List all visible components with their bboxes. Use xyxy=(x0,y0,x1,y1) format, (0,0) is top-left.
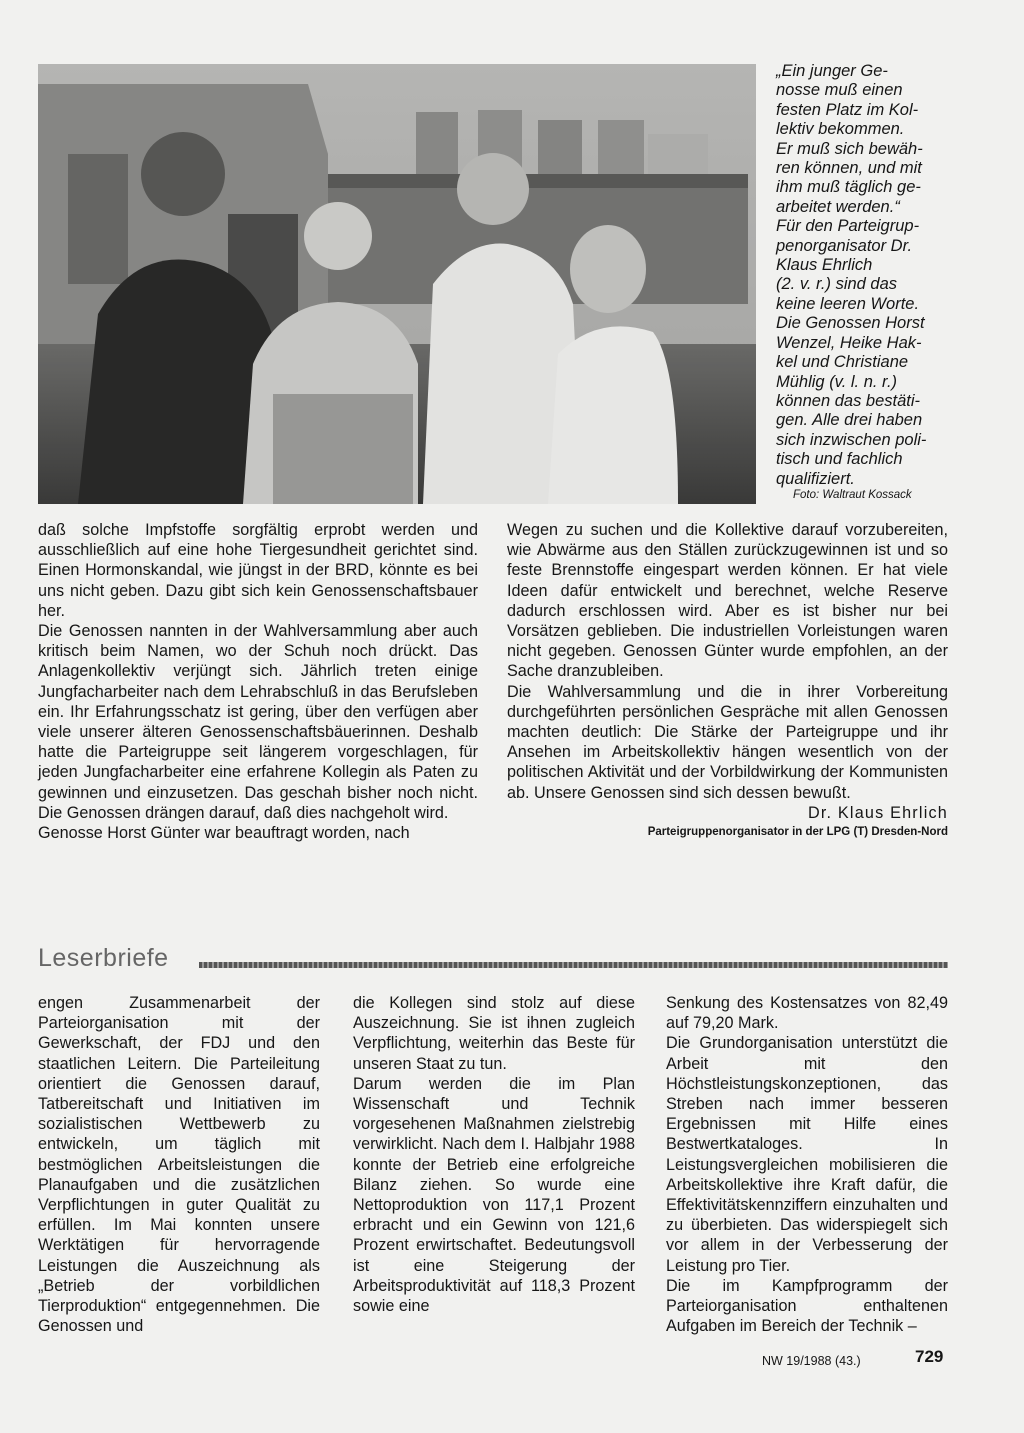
section-title: Leserbriefe xyxy=(38,944,169,972)
letters-paragraph: Die im Kampfprogramm der Parteiorganisation enthaltenen Aufgaben im Bereich der Technik – xyxy=(666,1276,948,1336)
author-role: Parteigruppenorganisator in der LPG (T) Dresden-Nord xyxy=(647,826,948,839)
author-name: Dr. Klaus Ehrlich xyxy=(807,803,948,822)
letters-paragraph: Die Grundorganisation unterstützt die Arbeit mit den Höchstleistungskonzeptionen, das Streben nach immer besseren Ergebnissen mit Hilfe eines Bestwertkataloges. In Leistungsvergleichen mobilisieren die Arbeitskollektive ihre Kraft dafür, die Effektivitätskennziffern einzuhalten und zu überbieten. Das widerspiegelt sich vor allem in der Verbesserung der Leistung pro Tier. xyxy=(666,1034,948,1275)
article-photo xyxy=(38,64,756,504)
letters-paragraph: Senkung des Kostensatzes von 82,49 auf 79,20 Mark. xyxy=(666,994,948,1033)
section-heading xyxy=(38,944,948,974)
letters-paragraph: Darum werden die im Plan Wissenschaft und Technik vorgesehenen Maßnahmen zielstrebig verwirklicht. Nach dem I. Halbjahr 1988 konnte der Betrieb eine erfolgreiche Bilanz ziehen. So wurde eine Nettoproduktion von 117,1 Prozent erbracht und ein Gewinn von 121,6 Prozent erwirtschaftet. Bedeutungsvoll ist eine Steigerung der Arbeitsproduktivität auf 118,3 Prozent sowie eine xyxy=(353,1074,635,1316)
article-column-2 xyxy=(507,520,948,841)
photo-illustration xyxy=(38,64,756,504)
article-paragraph: Wegen zu suchen und die Kollektive darauf vorzubereiten, wie Abwärme aus den Ställen zurückzugewinnen ist und so feste Brennstoffe eingespart werden können. Er hat viele Ideen dafür entwickelt und berechnet, welche Reserve dadurch erschlossen wird. Aber es ist bisher nur bei Vorsätzen geblieben. Die industriellen Vorleistungen waren nicht gegeben. Genossen Günter wurde empfohlen, an der Sache dranzubleiben. xyxy=(507,521,948,681)
article-paragraph: Genosse Horst Günter war beauftragt worden, nach xyxy=(38,824,410,843)
photo-credit: Foto: Waltraut Kossack xyxy=(793,489,912,501)
letters-paragraph: die Kollegen sind stolz auf diese Auszeichnung. Sie ist ihnen zugleich Verpflichtung, weiterhin das Beste für unseren Staat zu tun. xyxy=(353,994,635,1073)
issue-reference: NW 19/1988 (43.) xyxy=(762,1354,861,1368)
article-column-1 xyxy=(38,520,478,843)
letters-column-1: engen Zusammenarbeit der Parteiorganisation mit der Gewerkschaft, der FDJ und den staatlichen Leitern. Die Parteileitung orientiert die Genossen darauf, Tatbereitschaft und Initiativen im sozialistischen Wettbewerb zu entwickeln, um täglich mit bestmöglichen Arbeitsleistungen die Planaufgaben und die zusätzlichen Verpflichtungen in guter Qualität zu erfüllen. Im Mai konnten unsere Werktätigen für hervorragende Leistungen die Auszeichnung als „Betrieb der vorbildlichen Tierproduktion“ entgegennehmen. Die Genossen und xyxy=(38,994,320,1336)
section-rule xyxy=(199,962,948,968)
letters-column-3 xyxy=(666,993,948,1336)
article-paragraph: daß solche Impfstoffe sorgfältig erprobt werden und ausschließlich auf eine hohe Tiergesundheit gerichtet sind. Einen Hormonskandal, wie jüngst in der BRD, könnte es bei uns nicht geben. Dazu gibt sich kein Genossenschaftsbauer her. xyxy=(38,521,478,620)
letters-column-2 xyxy=(353,993,635,1316)
photo-caption: „Ein junger Ge- nosse muß einen festen Platz im Kol- lektiv bekommen. Er muß sich bewäh- ren können, und mit ihm muß täglich ge- arbeitet werden.“ Für den Parteigrup- penorganisator Dr. Klaus Ehrlich (2. v. r.) sind das keine leeren Worte. Die Genossen Horst Wenzel, Heike Hak- kel und Christiane Mühlig (v. l. n. r.) können das bestäti- gen. Alle drei haben sich inzwischen poli- tisch und fachlich qualifiziert. xyxy=(776,62,927,488)
article-paragraph: Die Genossen nannten in der Wahlversammlung aber auch kritisch beim Namen, wo der Schuh noch drückt. Das Anlagenkollektiv verjüngt sich. Jährlich treten einige Jungfacharbeiter nach dem Lehrabschluß in das Berufsleben ein. Ihr Erfahrungsschatz ist gering, über den verfügen aber viele unserer älteren Genossenschaftsbäuerinnen. Deshalb hatte die Parteigruppe seit längerem vorgeschlagen, für jeden Jungfacharbeiter eine erfahrene Kollegin als Paten zu gewinnen und einzusetzen. Das geschah bisher noch nicht. Die Genossen drängen darauf, daß dies nachgeholt wird. xyxy=(38,622,478,822)
page-number: 729 xyxy=(915,1347,944,1366)
article-paragraph: Die Wahlversammlung und die in ihrer Vorbereitung durchgeführten persönlichen Gespräche mit allen Genossen machten deutlich: Die Stärke der Parteigruppe und ihr Ansehen im Arbeitskollektiv hängen wesentlich von der politischen Aktivität und der Vorbildwirkung der Kommunisten ab. Unsere Genossen sind sich dessen bewußt. xyxy=(507,682,948,802)
